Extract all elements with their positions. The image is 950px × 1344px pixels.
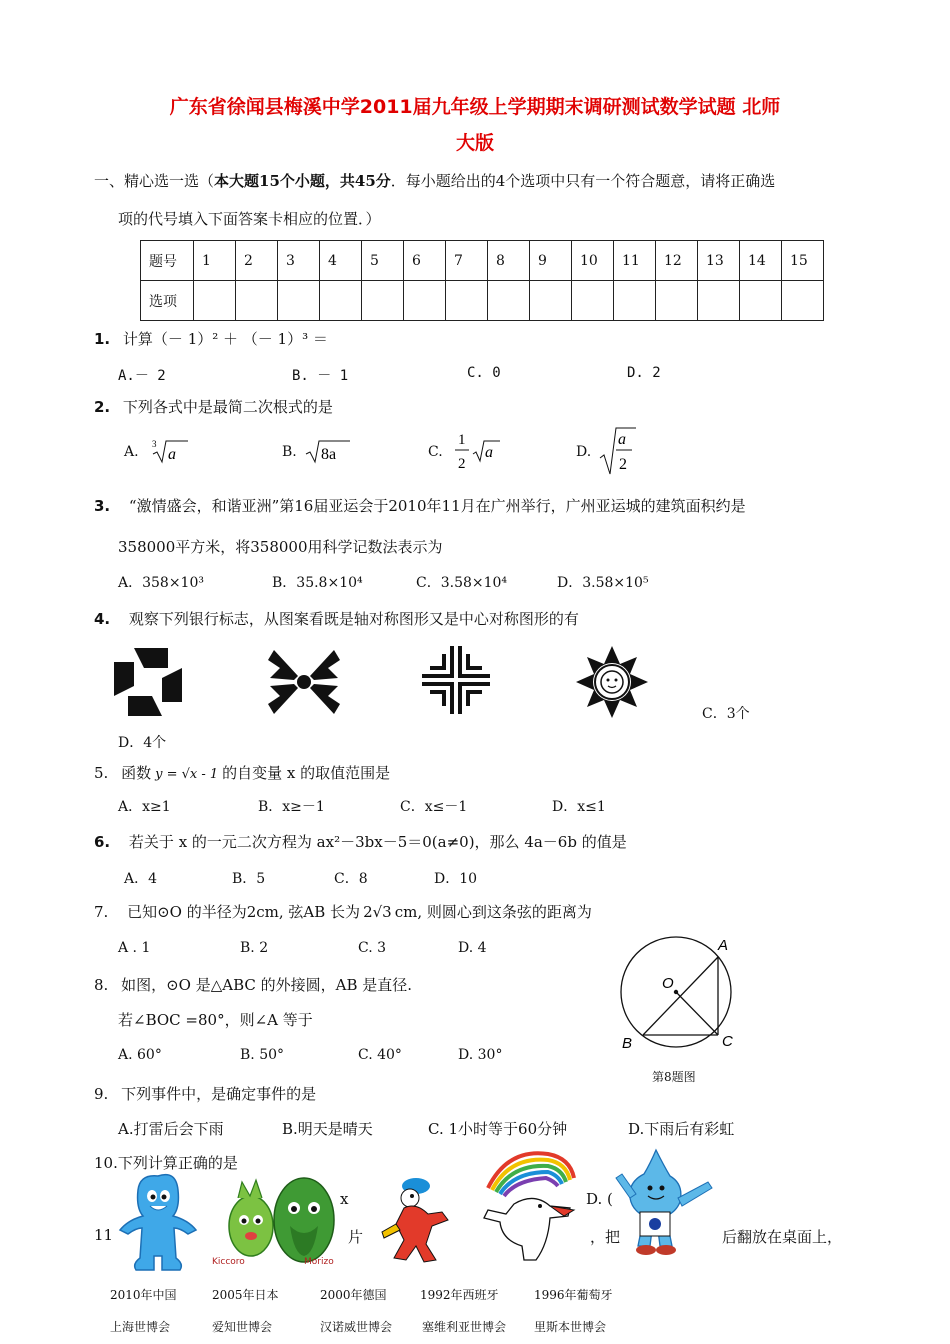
q3-option-b[interactable]: B．35.8×10⁴ [272,575,363,591]
q8-option-d[interactable]: D. 30° [458,1047,503,1063]
question-2 [94,396,333,417]
answer-table-number: 15 [782,241,824,281]
curro-mascot-icon [478,1148,588,1272]
q1-option-d[interactable]: D. 2 [627,365,661,381]
title-line-1: 广东省徐闻县梅溪中学2011届九年级上学期期末调研测试数学试题 北师 [169,96,781,118]
q1-option-c[interactable]: C. 0 [467,365,501,381]
morizo-label: Morizo [304,1257,334,1267]
label-o: O [662,975,674,992]
answer-cell[interactable] [572,281,614,321]
answer-cell[interactable] [278,281,320,321]
answer-table-number: 14 [740,241,782,281]
q2-c-fraction-sqrt [452,428,502,474]
question-text: 如图，⊙O 是△ABC 的外接圆，AB 是直径. [121,976,413,994]
q5-option-b[interactable]: B．x≥－1 [258,799,325,815]
q8-figure-caption: 第8题图 [652,1070,696,1084]
haibao-mascot-icon [118,1168,208,1278]
question-text-post: 的自变量 x 的取值范围是 [222,764,391,782]
q2-d-numerator: a [618,431,626,448]
q7-option-b[interactable]: B. 2 [240,940,269,956]
q2-b-sqrt [304,436,352,466]
answer-table [140,240,824,321]
q8-option-a[interactable]: A. 60° [118,1047,162,1063]
answer-table-row-label: 选项 [141,281,194,321]
q3-option-d[interactable]: D．3.58×10⁵ [557,575,649,591]
answer-cell[interactable] [614,281,656,321]
question-text-post: cm, 则圆心到这条弦的距离为 [394,903,592,921]
answer-table-header-row [141,241,824,281]
bank-logo-cross-icon [420,644,492,716]
answer-cell[interactable] [656,281,698,321]
section1-rest: ．每小题给出的4个选项中只有一个符合题意，请将正确选 [390,172,776,190]
question-text: 下列事件中，是确定事件的是 [121,1085,317,1103]
q4-option-d[interactable]: D．4个 [118,735,167,751]
question-text: 观察下列银行标志，从图案看既是轴对称图形又是中心对称图形的有 [128,610,579,628]
q1-option-a[interactable]: A.－ 2 [118,368,166,384]
question-3 [94,495,746,516]
q2-c-denominator: 2 [458,456,466,472]
question-number: 7. [94,903,109,921]
question-text: 下列各式中是最简二次根式的是 [122,398,333,416]
mascot-caption-expo: 爱知世博会 [212,1320,273,1334]
bank-logo-chase-icon [112,646,184,718]
section1-intro [94,170,775,191]
q6-option-a[interactable]: A．4 [124,871,158,887]
answer-table-number: 3 [278,241,320,281]
question-text: 若关于 x 的一元二次方程为 ax²－3bx－5＝0(a≠0)，那么 4a－6b 的值是 [128,833,627,851]
q5-option-c[interactable]: C．x≤－1 [400,799,468,815]
question-8-line2: 若∠BOC =80°，则∠A 等于 [118,1011,313,1029]
twipsy-mascot-icon [376,1172,460,1268]
question-11-number: 11 [94,1226,114,1244]
q2-option-c[interactable]: C. [428,444,443,460]
mascot-caption-year: 2010年中国 [110,1288,177,1302]
answer-table-number: 10 [572,241,614,281]
q3-option-c[interactable]: C．3.58×10⁴ [416,575,508,591]
mascot-caption-expo: 里斯本世博会 [534,1320,607,1334]
question-number: 8. [94,976,109,994]
q3-option-a[interactable]: A．358×10³ [118,575,204,591]
q11-partial-mid1: 片 [348,1228,364,1246]
answer-cell[interactable] [698,281,740,321]
q1-option-b[interactable]: B. － 1 [292,368,349,384]
q4-option-c[interactable]: C．3个 [702,706,750,722]
question-text: 计算（－ 1）² ＋ （－ 1）³ ＝ [122,330,328,348]
answer-table-number: 6 [404,241,446,281]
section1-label: 一、精心选一选（ [94,172,215,190]
question-8 [94,974,412,995]
question-number: 9. [94,1085,109,1103]
q11-partial-right: 后翻放在桌面上， [722,1228,843,1246]
mascot-caption-expo: 塞维利亚世博会 [422,1320,507,1334]
question-number: 1. [94,330,111,348]
answer-cell[interactable] [782,281,824,321]
q7-formula: 2√3 [363,903,392,921]
q9-option-c[interactable]: C. 1小时等于60分钟 [428,1120,568,1138]
label-c: C [722,1033,733,1050]
question-7 [94,901,592,922]
mascot-caption-year: 2005年日本 [212,1288,279,1302]
answer-cell[interactable] [446,281,488,321]
q10-partial-x: x [340,1190,349,1208]
section1-intro-line2: 项的代号填入下面答案卡相应的位置．） [118,210,381,228]
q6-option-d[interactable]: D．10 [434,871,478,887]
q11-partial-mid2: ，把 [590,1228,621,1246]
kiccoro-morizo-mascot-icon [206,1168,349,1268]
q6-option-b[interactable]: B．5 [232,871,266,887]
question-1 [94,328,328,349]
q9-option-d[interactable]: D.下雨后有彩虹 [628,1120,735,1138]
question-number: 3. [94,497,111,515]
question-text: “激情盛会，和谐亚洲”第16届亚运会于2010年11月在广州举行，广州亚运城的建筑面积约是 [128,497,746,515]
question-text: 下列计算正确的是 [117,1154,238,1172]
question-6 [94,831,627,852]
q2-option-b[interactable]: B. [282,444,297,460]
question-5 [94,762,390,783]
question-number: 5. [94,764,109,782]
answer-cell[interactable] [320,281,362,321]
answer-cell[interactable] [740,281,782,321]
question-text-pre: 函数 [121,764,152,782]
q5-option-a[interactable]: A．x≥1 [118,799,171,815]
answer-table-number: 11 [614,241,656,281]
answer-cell[interactable] [362,281,404,321]
answer-cell[interactable] [530,281,572,321]
question-number: 6. [94,833,111,851]
q7-option-d[interactable]: D. 4 [458,940,487,956]
answer-table-number: 7 [446,241,488,281]
label-b: B [622,1035,633,1052]
q2-d-denominator: 2 [619,456,627,473]
answer-cell[interactable] [236,281,278,321]
q2-c-numerator: 1 [458,432,466,448]
answer-table-header-label: 题号 [141,241,194,281]
q2-c-radicand: a [485,444,493,461]
gil-mascot-icon [612,1146,722,1274]
q6-option-c[interactable]: C．8 [334,871,368,887]
answer-table-number: 2 [236,241,278,281]
answer-cell[interactable] [404,281,446,321]
answer-table-number: 13 [698,241,740,281]
answer-cell[interactable] [488,281,530,321]
question-4 [94,608,579,629]
answer-table-number: 1 [194,241,236,281]
q9-option-a[interactable]: A.打雷后会下雨 [118,1120,224,1138]
answer-table-number: 5 [362,241,404,281]
q2-b-radicand: 8a [321,446,337,463]
mascot-caption-expo: 汉诺威世博会 [320,1320,393,1334]
q8-option-b[interactable]: B. 50° [240,1047,285,1063]
kiccoro-label: Kiccoro [212,1257,245,1267]
q9-option-b[interactable]: B.明天是晴天 [282,1120,373,1138]
q10-partial-d: D. ( [586,1190,613,1208]
q2-d-sqrt-fraction [598,424,638,478]
answer-table-number: 4 [320,241,362,281]
label-a: A [718,937,729,954]
question-3-line2: 358000平方米，将358000用科学记数法表示为 [118,538,443,556]
q5-formula: y = √x - 1 [155,767,219,782]
question-number: 4. [94,610,111,628]
answer-table-number: 8 [488,241,530,281]
mascot-caption-year: 1996年葡萄牙 [534,1288,613,1302]
mascot-caption-expo: 上海世博会 [110,1320,171,1334]
answer-cell[interactable] [194,281,236,321]
q7-option-a[interactable]: A . 1 [118,940,151,956]
q2-a-radicand: a [168,446,176,463]
q8-option-c[interactable]: C. 40° [358,1047,402,1063]
q8-circle-figure [612,930,752,1060]
q5-option-d[interactable]: D．x≤1 [552,799,606,815]
question-number: 2. [94,398,111,416]
q2-option-d[interactable]: D. [576,444,592,460]
q2-a-cube-root [150,436,190,466]
q2-option-a[interactable]: A. [124,444,139,460]
question-9 [94,1083,316,1104]
mascot-caption-year: 2000年德国 [320,1288,387,1302]
q2-a-index: 3 [152,439,157,449]
answer-table-answer-row [141,281,824,321]
bank-logo-knot-icon [264,644,344,720]
bank-logo-sun-icon [574,644,650,720]
question-text-pre: 已知⊙O 的半径为2cm, 弦AB 长为 [127,903,361,921]
answer-table-number: 12 [656,241,698,281]
title-line-2: 大版 [455,132,494,154]
q7-option-c[interactable]: C. 3 [358,940,387,956]
mascot-caption-year: 1992年西班牙 [420,1288,499,1302]
section1-bold: 本大题15个小题，共45分 [214,172,391,190]
answer-table-number: 9 [530,241,572,281]
question-number: 10. [94,1154,118,1172]
